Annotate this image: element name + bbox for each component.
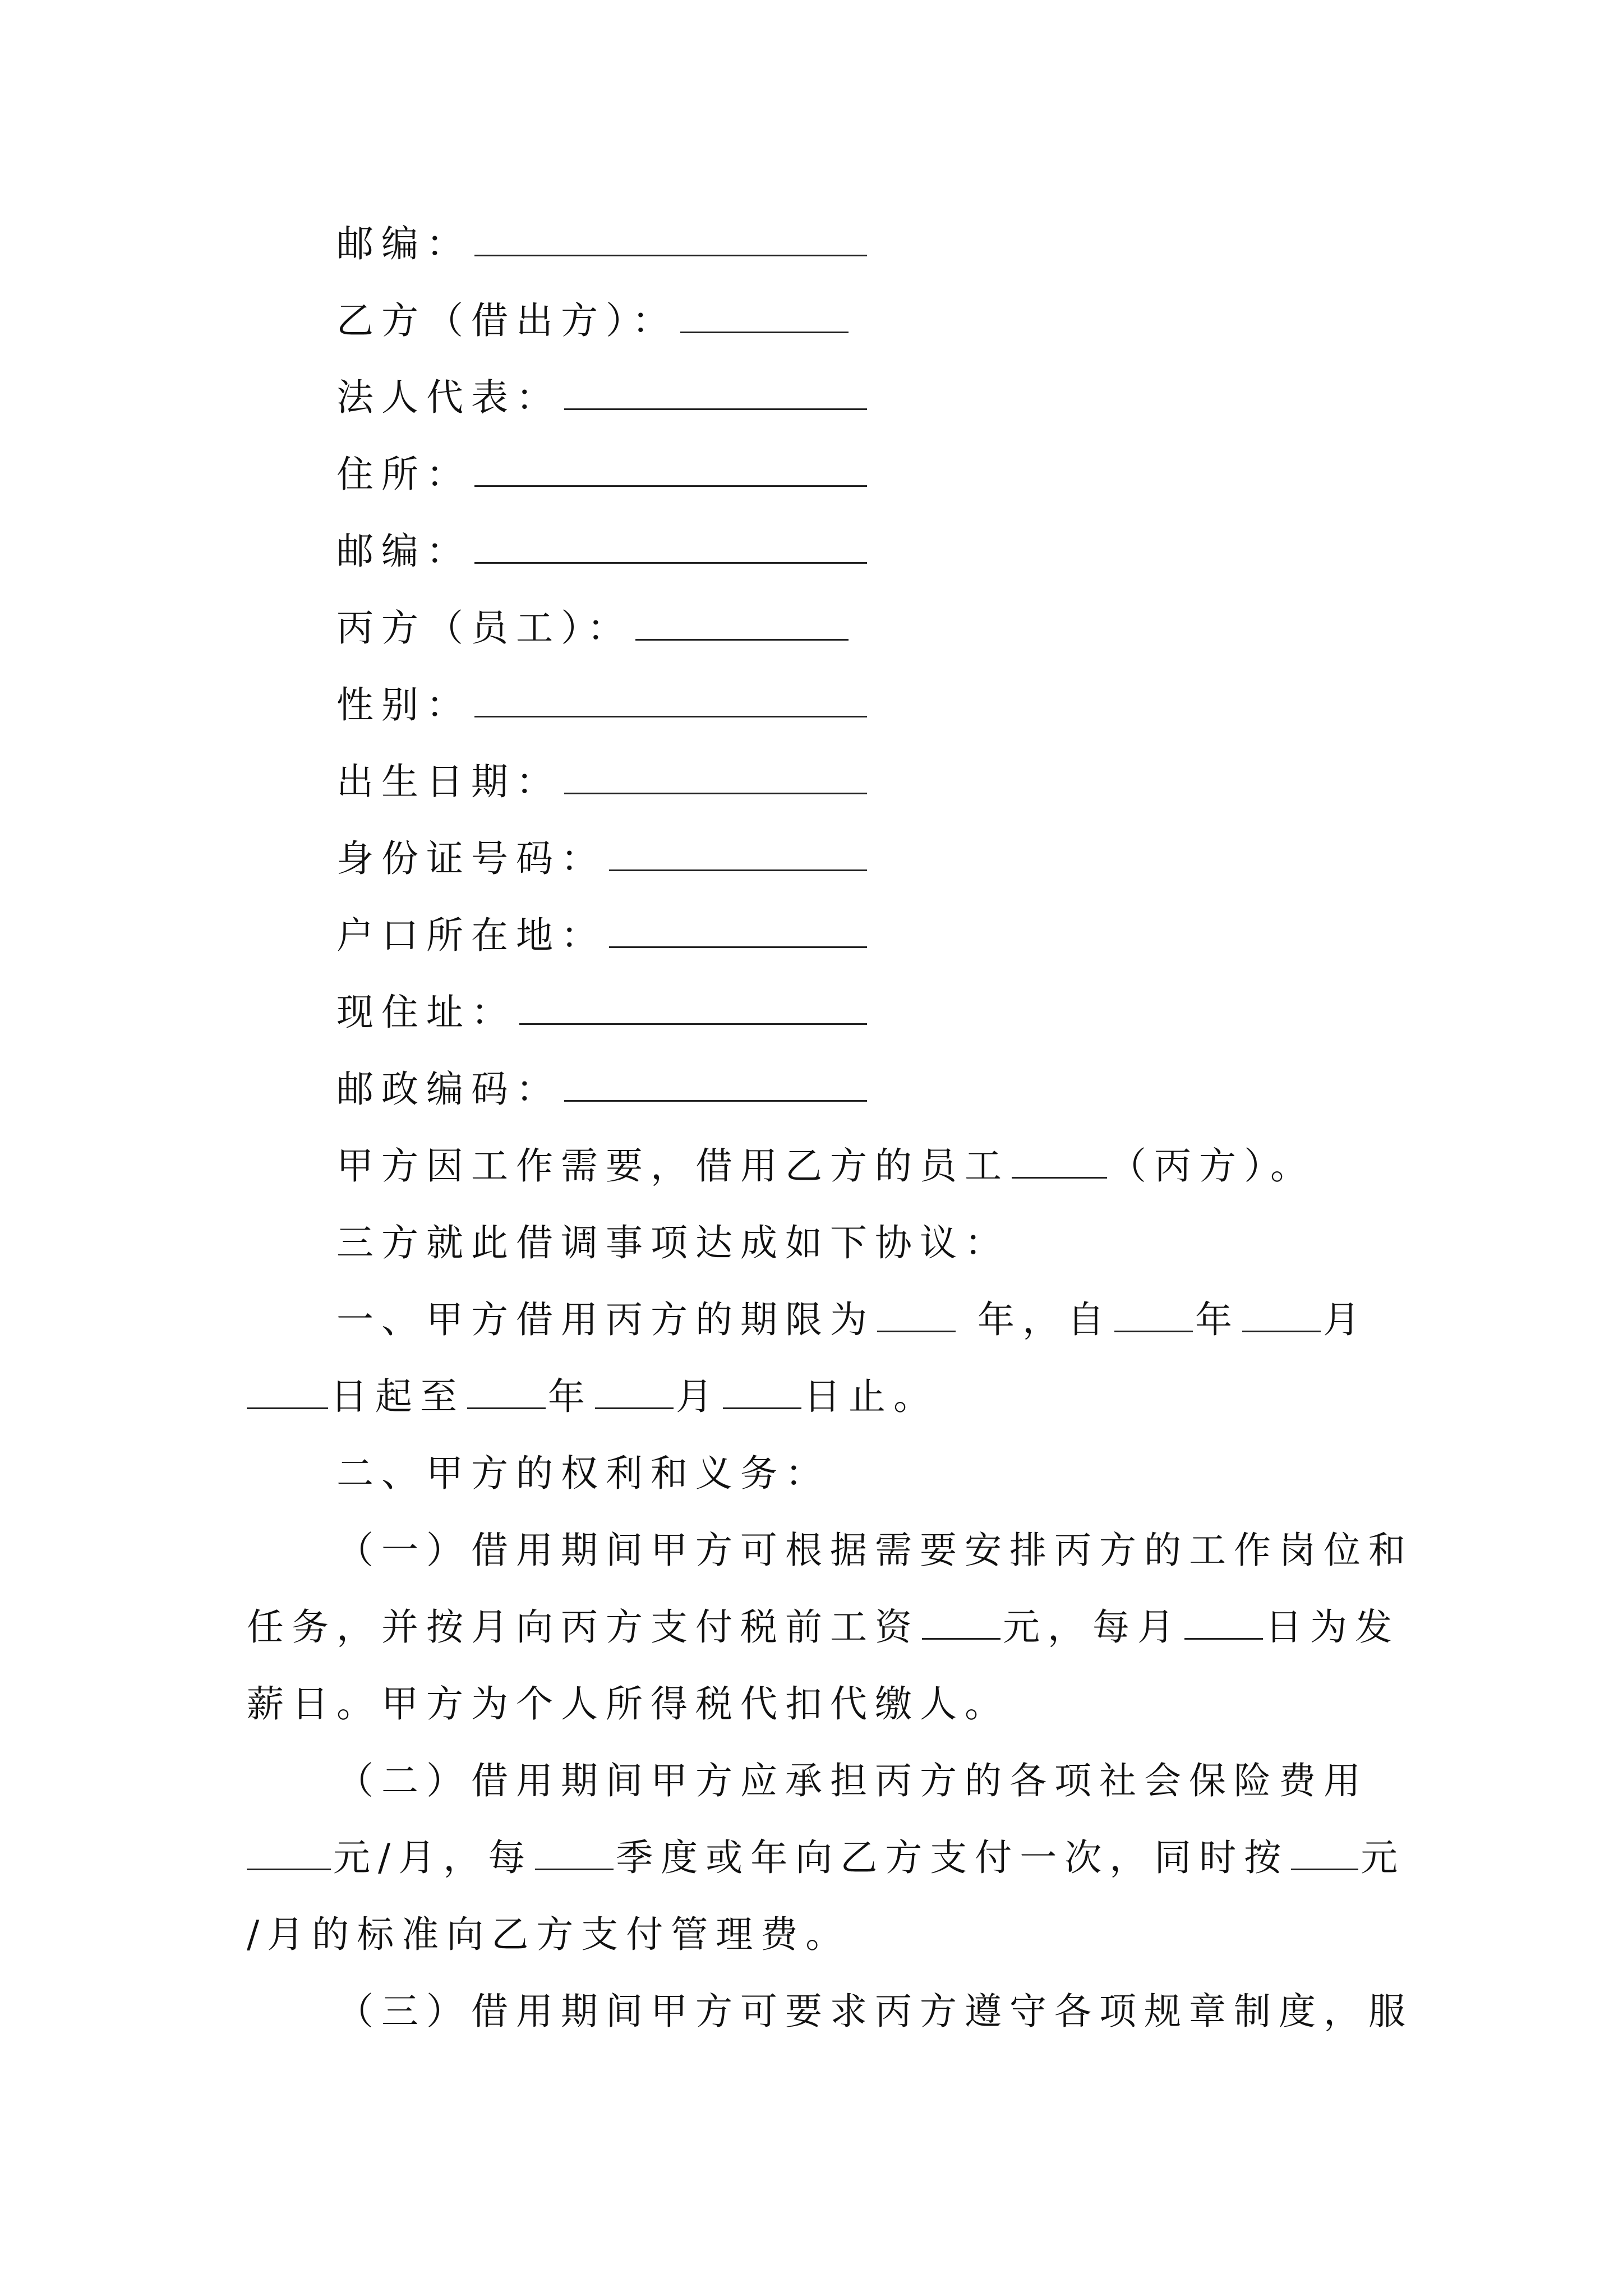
fill-blank bbox=[680, 297, 849, 333]
clause-text: 日起至 bbox=[330, 1375, 465, 1418]
fill-blank bbox=[877, 1296, 956, 1332]
fill-blank bbox=[1291, 1834, 1358, 1870]
clause-2-item-2-line-2 bbox=[247, 1830, 1405, 1886]
fill-blank bbox=[474, 527, 867, 564]
field-legal-rep bbox=[336, 370, 867, 426]
clause-2-heading bbox=[336, 1446, 830, 1502]
field-address bbox=[336, 447, 867, 503]
fill-blank bbox=[1114, 1296, 1193, 1332]
clause-text: 薪日。甲方为个人所得税代扣代缴人。 bbox=[247, 1682, 1009, 1726]
field-postcode-a bbox=[336, 216, 867, 272]
clause-text: 元，每月 bbox=[1003, 1605, 1182, 1649]
field-current-address bbox=[336, 984, 867, 1041]
clause-text: 任务，并按月向丙方支付税前工资 bbox=[247, 1605, 920, 1649]
clause-2-item-2-line-1 bbox=[336, 1753, 1368, 1809]
clause-text: 年，自 bbox=[958, 1298, 1112, 1341]
fill-blank bbox=[474, 220, 867, 256]
fill-blank bbox=[1012, 1142, 1107, 1179]
clause-text: 一、甲方借用丙方的期限为 bbox=[336, 1298, 875, 1341]
field-label: 身份证号码： bbox=[336, 837, 606, 880]
fill-blank bbox=[535, 1834, 614, 1870]
field-party-b bbox=[336, 293, 849, 349]
intro-agreement bbox=[336, 1215, 1009, 1271]
fill-blank bbox=[474, 450, 867, 487]
clause-2-item-1-line-2 bbox=[247, 1599, 1400, 1655]
fill-blank bbox=[519, 988, 867, 1025]
clause-text: 元 bbox=[1361, 1836, 1406, 1879]
field-label: 邮政编码： bbox=[336, 1068, 561, 1111]
intro-text: （丙方）。 bbox=[1109, 1144, 1315, 1188]
clause-2-item-1-line-1 bbox=[336, 1522, 1413, 1579]
field-label: 住所： bbox=[336, 453, 471, 496]
field-postcode-b bbox=[336, 523, 867, 579]
fill-blank bbox=[595, 1373, 674, 1409]
clause-2-item-1-line-3 bbox=[247, 1676, 1009, 1732]
clause-text: /月的标准向乙方支付管理费。 bbox=[247, 1913, 851, 1956]
clause-1-line-1 bbox=[336, 1292, 1368, 1348]
intro-text: 甲方因工作需要，借用乙方的员工 bbox=[336, 1144, 1009, 1188]
fill-blank bbox=[922, 1603, 1000, 1640]
fill-blank bbox=[247, 1373, 328, 1409]
field-label: 邮编： bbox=[336, 530, 471, 573]
field-label: 户口所在地： bbox=[336, 914, 606, 957]
clause-text: 月 bbox=[1322, 1298, 1368, 1341]
intro-paragraph bbox=[336, 1138, 1315, 1194]
field-birth-date bbox=[336, 754, 867, 810]
field-postal-code bbox=[336, 1061, 867, 1117]
clause-text: 月 bbox=[676, 1375, 721, 1418]
clause-text: 日为发 bbox=[1265, 1605, 1400, 1649]
clause-text: （一）借用期间甲方可根据需要安排丙方的工作岗位和 bbox=[336, 1529, 1413, 1572]
intro-text: 三方就此借调事项达成如下协议： bbox=[336, 1221, 1009, 1264]
clause-text: （二）借用期间甲方应承担丙方的各项社会保险费用 bbox=[336, 1759, 1368, 1802]
fill-blank bbox=[1242, 1296, 1321, 1332]
field-label: 性别： bbox=[336, 683, 471, 726]
fill-blank bbox=[723, 1373, 801, 1409]
field-household bbox=[336, 908, 867, 964]
fill-blank bbox=[564, 1065, 867, 1102]
fill-blank bbox=[247, 1834, 331, 1870]
clause-text: 元/月，每 bbox=[333, 1836, 533, 1879]
fill-blank bbox=[564, 374, 867, 410]
fill-blank bbox=[635, 604, 849, 641]
clause-2-item-3-line-1 bbox=[336, 1984, 1413, 2040]
field-label: 邮编： bbox=[336, 222, 471, 265]
fill-blank bbox=[609, 912, 867, 948]
field-label: 出生日期： bbox=[336, 760, 561, 803]
clause-text: 年 bbox=[548, 1375, 593, 1418]
fill-blank bbox=[467, 1373, 546, 1409]
clause-heading: 二、甲方的权利和义务： bbox=[336, 1452, 830, 1495]
field-label: 现住址： bbox=[336, 991, 516, 1034]
field-gender bbox=[336, 677, 867, 733]
clause-text: （三）借用期间甲方可要求丙方遵守各项规章制度，服 bbox=[336, 1990, 1413, 2033]
field-label: 法人代表： bbox=[336, 376, 561, 419]
fill-blank bbox=[564, 758, 867, 794]
field-label: 丙方（员工）： bbox=[336, 606, 632, 650]
fill-blank bbox=[609, 835, 867, 871]
clause-2-item-2-line-3 bbox=[247, 1907, 850, 1963]
field-label: 乙方（借出方）： bbox=[336, 299, 677, 342]
field-party-c bbox=[336, 600, 849, 656]
field-id-number bbox=[336, 831, 867, 887]
clause-1-line-2 bbox=[247, 1369, 938, 1425]
clause-text: 日止。 bbox=[804, 1375, 938, 1418]
clause-text: 季度或年向乙方支付一次，同时按 bbox=[616, 1836, 1289, 1879]
fill-blank bbox=[1184, 1603, 1263, 1640]
fill-blank bbox=[474, 681, 867, 717]
clause-text: 年 bbox=[1195, 1298, 1240, 1341]
